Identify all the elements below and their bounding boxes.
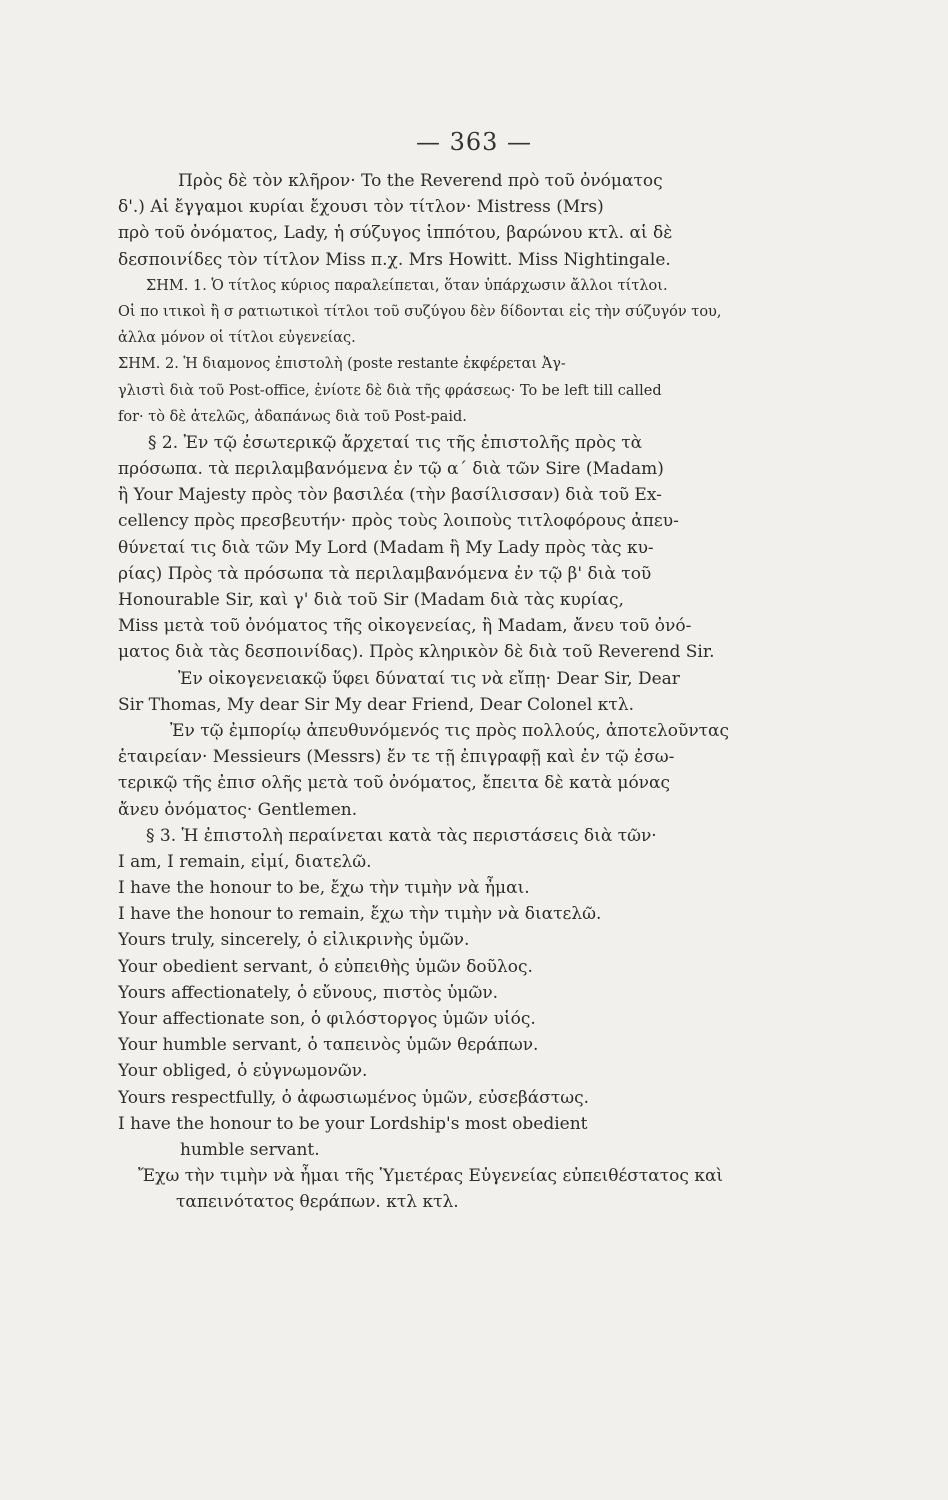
note-line: γλιστὶ διὰ τοῦ Post-office, ἐνίοτε δὲ διὰ τῆς φράσεως· To be left till called [118, 382, 662, 399]
closing-formula: Yours truly, sincerely, ὁ εἰλικρινὴς ὑμῶν. [118, 930, 470, 951]
text-line: ρίας) Πρὸς τὰ πρόσωπα τὰ περιλαμβανόμενα ἐν τῷ β' διὰ τοῦ [118, 563, 652, 584]
text-line: Ἐν οἰκογενειακῷ ὕφει δύναταί τις νὰ εἴπῃ· Dear Sir, Dear [178, 668, 680, 689]
note-line: ἀλλα μόνον οἱ τίτλοι εὐγενείας. [118, 330, 356, 347]
note-line: ΣΗΜ. 2. Ἡ διαμονος ἐπιστολὴ (poste restante ἐκφέρεται Ἀγ- [118, 356, 566, 373]
text-line: Ἔχω τὴν τιμὴν νὰ ἦμαι τῆς Ὑμετέρας Εὐγενείας εὐπειθέστατος καὶ [138, 1166, 724, 1187]
text-line: cellency πρὸς πρεσβευτήν· πρὸς τοὺς λοιποὺς τιτλοφόρους ἀπευ- [118, 511, 679, 532]
closing-formula: I am, I remain, εἰμί, διατελῶ. [118, 851, 372, 872]
section-heading-line: § 2. Ἐν τῷ ἐσωτερικῷ ἄρχεταί τις τῆς ἐπιστολῆς πρὸς τὰ [148, 432, 643, 453]
closing-formula: Your affectionate son, ὁ φιλόστοργος ὑμῶν υἱός. [118, 1009, 536, 1029]
closing-formula: Yours respectfully, ὁ ἀφωσιωμένος ὑμῶν, εὐσεβάστως. [118, 1087, 590, 1108]
text-line: πρόσωπα. τὰ περιλαμβανόμενα ἐν τῷ α΄ διὰ τῶν Sire (Madam) [118, 459, 664, 480]
text-line: Πρὸς δὲ τὸν κλῆρον· To the Reverend πρὸ τοῦ ὀνόματος [178, 171, 663, 191]
closing-formula: Your obedient servant, ὁ εὐπειθὴς ὑμῶν δοῦλος. [118, 956, 533, 977]
text-line: ἢ Your Majesty πρὸς τὸν βασιλέα (τὴν βασίλισσαν) διὰ τοῦ Ex- [118, 485, 662, 506]
closing-formula: I have the honour to remain, ἔχω τὴν τιμὴν νὰ διατελῶ. [118, 904, 602, 925]
closing-formula: I have the honour to be your Lordship's most obedient [118, 1113, 588, 1134]
note-line: for· τὸ δὲ ἀτελῶς, ἀδαπάνως διὰ τοῦ Post-paid. [118, 408, 467, 425]
page-body [118, 168, 818, 1216]
closing-formula: Your humble servant, ὁ ταπεινὸς ὑμῶν θεράπων. [118, 1035, 539, 1056]
text-line: ταπεινότατος θεράπων. κτλ κτλ. [176, 1192, 459, 1213]
closing-formula: I have the honour to be, ἔχω τὴν τιμὴν νὰ ἦμαι. [118, 878, 530, 899]
note-line: ΣΗΜ. 1. Ὁ τίτλος κύριος παραλείπεται, ὅταν ὑπάρχωσιν ἄλλοι τίτλοι. [146, 277, 668, 294]
text-line: θύνεταί τις διὰ τῶν My Lord (Madam ἢ My Lady πρὸς τὰς κυ- [118, 537, 654, 558]
note-line: Οἱ πο ιτικοὶ ἢ σ ρατιωτικοὶ τίτλοι τοῦ συζύγου δὲν δίδονται εἰς τὴν σύζυγόν του, [118, 303, 722, 320]
text-line: ἄνευ ὀνόματος· Gentlemen. [118, 799, 358, 820]
page-number: — 363 — [415, 128, 533, 156]
text-line: ἑταιρείαν· Messieurs (Messrs) ἔν τε τῇ ἐπιγραφῇ καὶ ἐν τῷ ἐσω- [118, 747, 675, 768]
text-line: τερικῷ τῆς ἐπισ ολῆς μετὰ τοῦ ὀνόματος, ἔπειτα δὲ κατὰ μόνας [118, 773, 671, 794]
text-line: πρὸ τοῦ ὀνόματος, Lady, ἡ σύζυγος ἱππότου, βαρώνου κτλ. αἱ δὲ [118, 223, 673, 244]
text-line: Honourable Sir, καὶ γ' διὰ τοῦ Sir (Madam διὰ τὰς κυρίας, [118, 590, 624, 610]
text-line: Sir Thomas, My dear Sir My dear Friend, Dear Colonel κτλ. [118, 694, 634, 715]
text-line: ματος διὰ τὰς δεσποινίδας). Πρὸς κληρικὸν δὲ διὰ τοῦ Reverend Sir. [118, 642, 715, 663]
text-line: Miss μετὰ τοῦ ὀνόματος τῆς οἰκογενείας, ἢ Madam, ἄνευ τοῦ ὀνό- [118, 616, 692, 637]
closing-formula: Yours affectionately, ὁ εὔνους, πιστὸς ὑμῶν. [118, 982, 499, 1003]
text-line: δεσποινίδες τὸν τίτλον Miss π.χ. Mrs Howitt. Miss Nightingale. [118, 249, 671, 270]
closing-formula: humble servant. [180, 1139, 320, 1160]
section-heading-line: § 3. Ἡ ἐπιστολὴ περαίνεται κατὰ τὰς περιστάσεις διὰ τῶν· [146, 825, 657, 846]
text-line: δ'.) Αἱ ἔγγαμοι κυρίαι ἔχουσι τὸν τίτλον· Mistress (Mrs) [118, 197, 604, 218]
closing-formula: Your obliged, ὁ εὐγνωμονῶν. [118, 1061, 368, 1082]
text-line: Ἐν τῷ ἐμπορίῳ ἀπευθυνόμενός τις πρὸς πολλούς, ἀποτελοῦντας [170, 720, 730, 741]
